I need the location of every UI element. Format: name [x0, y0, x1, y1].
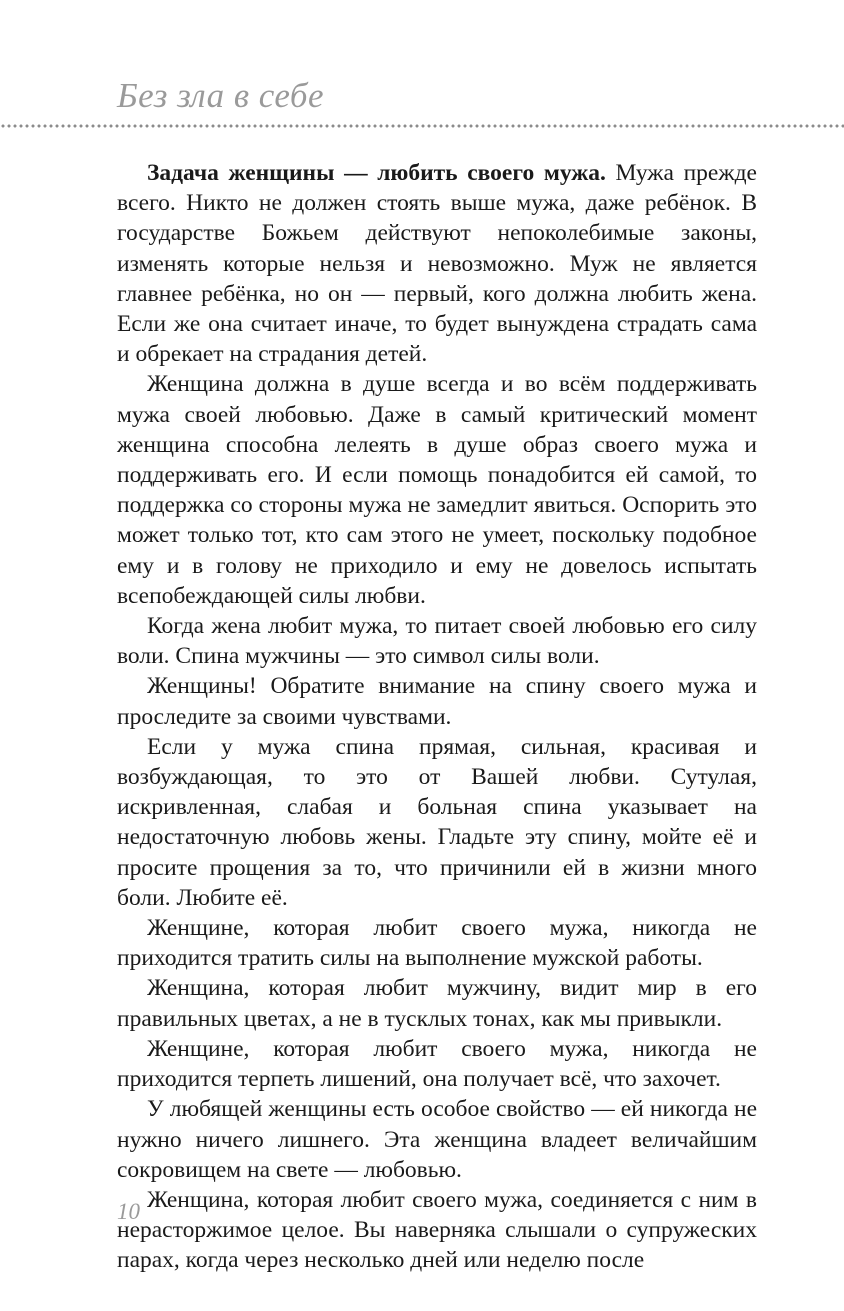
paragraph-1-rest: Мужа прежде всего. Никто не должен стоять выше мужа, даже ребёнок. В государстве Божьем действуют непоколебимые законы, изменять которые нельзя и невозможно. Муж не является главнее ребёнка, но он — первый, кого должна любить жена. Если же она считает иначе, то будет вынуждена страдать сама и обрекает на страдания детей. — [117, 160, 757, 368]
header-dotted-rule — [0, 124, 844, 128]
paragraph-2: Женщина должна в душе всегда и во всём поддерживать мужа своей любовью. Даже в самый критический момент женщина способна лелеять в душе образ своего мужа и поддерживать его. И если помощь понадобится ей самой, то поддержка со стороны мужа не замедлит явиться. Оспорить это может только тот, кто сам этого не умеет, поскольку подобное ему и в голову не приходило и ему не довелось испытать всепобеждающей силы любви. — [117, 371, 757, 609]
paragraph-10: Женщина, которая любит своего мужа, соединяется с ним в нерасторжимое целое. Вы наверняка слышали о супружеских парах, когда через несколько дней или неделю после — [117, 1186, 757, 1274]
paragraph-1 — [117, 158, 757, 369]
paragraph-6: Женщине, которая любит своего мужа, никогда не приходится тратить силы на выполнение мужской работы. — [117, 915, 757, 972]
paragraph-5: Если у мужа спина прямая, сильная, красивая и возбуждающая, то это от Вашей любви. Сутулая, искривленная, слабая и больная спина указывает на недостаточную любовь жены. Гладьте эту спину, мойте её и просите прощения за то, что причинили ей в жизни много боли. Любите её. — [117, 733, 757, 911]
paragraph-7: Женщина, которая любит мужчину, видит мир в его правильных цветах, а не в тусклых тонах, как мы привыкли. — [117, 975, 757, 1032]
page-number: 10 — [117, 1199, 140, 1224]
paragraph-3: Когда жена любит мужа, то питает своей любовью его силу воли. Спина мужчины — это символ силы воли. — [117, 613, 757, 670]
paragraph-4: Женщины! Обратите внимание на спину своего мужа и проследите за своими чувствами. — [117, 673, 757, 730]
paragraph-8: Женщине, которая любит своего мужа, никогда не приходится терпеть лишений, она получает всё, что захочет. — [117, 1035, 757, 1093]
paragraph-9: У любящей женщины есть особое свойство — ей никогда не нужно ничего лишнего. Эта женщина владеет величайшим сокровищем на свете — любовью. — [117, 1096, 757, 1183]
body-text — [117, 158, 757, 1276]
paragraph-1-lead: Задача женщины — любить своего мужа. — [147, 160, 606, 186]
running-head-title: Без зла в себе — [117, 76, 325, 115]
